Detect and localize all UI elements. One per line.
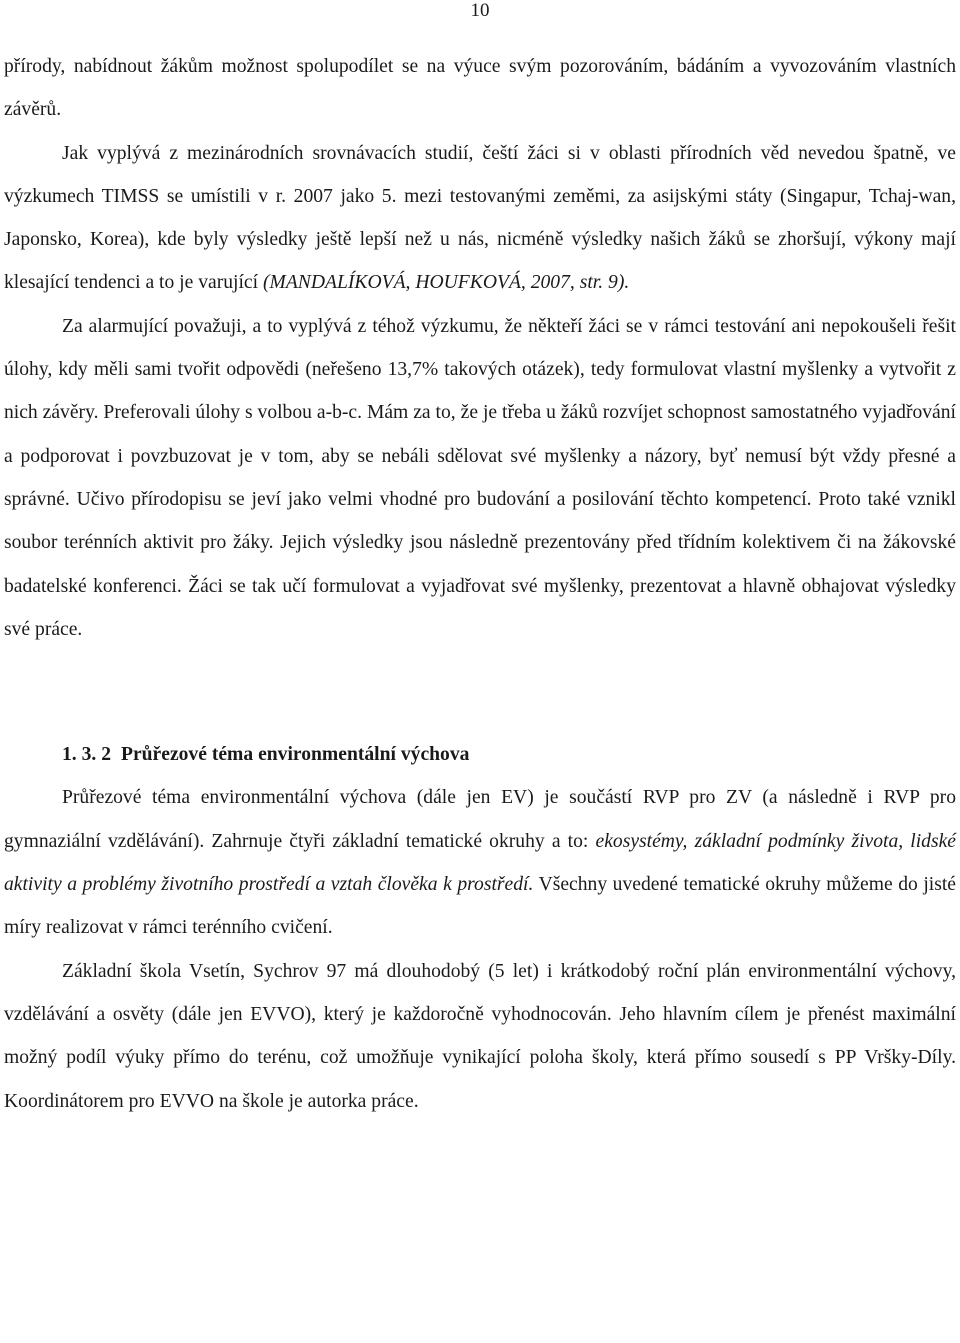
paragraph-3: Za alarmující považuji, a to vyplývá z téhož výzkumu, že někteří žáci se v rámci testování ani nepokoušeli řešit úlohy, kdy měli sami tvořit odpovědi (neřešeno 13,7% takových otázek), tedy formulovat vlastní myšlenky a vytvořit z nich závěry. Preferovali úlohy s volbou a-b-c. Mám za to, že je třeba u žáků rozvíjet schopnost samostatného vyjadřování a podporovat i povzbuzovat je v tom, aby se nebáli sdělovat své myšlenky a názory, byť nemusí být vždy přesné a správné. Učivo přírodopisu se jeví jako velmi vhodné pro budování a posilování těchto kompetencí. Proto také vznikl soubor terénních aktivit pro žáky. Jejich výsledky jsou následně prezentovány před třídním kolektivem či na žákovské badatelské konferenci. Žáci se tak učí formulovat a vyjadřovat své myšlenky, prezentovat a hlavně obhajovat výsledky své práce. (4, 315, 956, 640)
section-paragraph-2: Základní škola Vsetín, Sychrov 97 má dlouhodobý (5 let) i krátkodobý roční plán environmentální výchovy, vzdělávání a osvěty (dále jen EVVO), který je každoročně vyhodnocován. Jeho hlavním cílem je přenést maximální možný podíl výuky přímo do terénu, což umožňuje vynikající poloha školy, která přímo sousedí s PP Vršky-Díly. Koordinátorem pro EVVO na škole je autorka práce. (4, 960, 956, 1112)
page-number: 10 (470, 0, 490, 21)
citation: (MANDALÍKOVÁ, HOUFKOVÁ, 2007, str. 9). (262, 272, 630, 294)
topics-list: ekosystémy, základní podmínky života, lidské aktivity a problémy životního prostředí a vztah člověka k prostředí. (4, 830, 957, 896)
section-number: 1. 3. 2 (62, 744, 111, 766)
section-paragraph-1-text: Průřezové téma environmentální výchova (dále jen EV) je součástí RVP pro ZV (a následně i RVP pro gymnaziální vzdělávání). Zahrnuje čtyři základní tematické okruhy a to: (4, 787, 956, 852)
paragraph-1: přírody, nabídnout žákům možnost spolupodílet se na výuce svým pozorováním, bádáním a vyvozováním vlastních závěrů. (4, 56, 956, 121)
section-heading (4, 733, 956, 776)
section-paragraph-1 (4, 776, 956, 949)
section-title: Průřezové téma environmentální výchova (120, 744, 470, 766)
document-body (4, 45, 956, 1123)
section-paragraph-1-tail: Všechny uvedené tematické okruhy můžeme do jisté míry realizovat v rámci terénního cvičení. (4, 874, 956, 939)
paragraph-2-text: Jak vyplývá z mezinárodních srovnávacích studií, čeští žáci si v oblasti přírodních věd nevedou špatně, ve výzkumech TIMSS se umístili v r. 2007 jako 5. mezi testovanými zeměmi, za asijskými státy (Singapur, Tchaj-wan, Japonsko, Korea), kde byly výsledky ještě lepší než u nás, nicméně výsledky našich žáků se zhoršují, výkony mají klesající tendenci a to je varující (4, 142, 956, 294)
paragraph-2 (4, 132, 956, 305)
spacer (4, 651, 956, 733)
